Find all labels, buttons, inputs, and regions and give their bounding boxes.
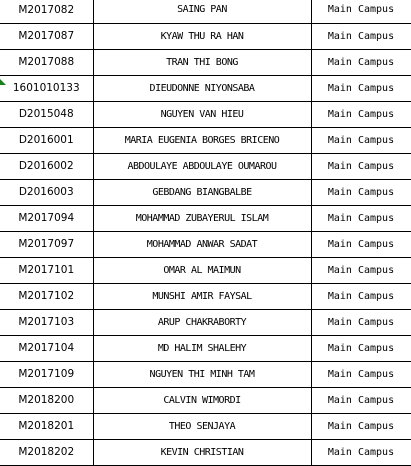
student-name-cell[interactable]: ABDOULAYE ABDOULAYE OUMAROU — [93, 153, 311, 179]
student-name-cell[interactable]: MOHAMMAD ZUBAYERUL ISLAM — [93, 205, 311, 231]
student-id-cell[interactable]: M2017082 — [0, 0, 93, 23]
table-row — [0, 257, 411, 283]
table-row — [0, 0, 411, 23]
campus-cell[interactable]: Main Campus — [311, 439, 411, 465]
student-id-cell[interactable]: M2017094 — [0, 205, 93, 231]
comment-indicator-icon[interactable] — [0, 79, 6, 85]
student-id-cell[interactable]: M2017097 — [0, 231, 93, 257]
student-id-cell[interactable]: 1601010133 — [0, 75, 93, 101]
student-name-cell[interactable]: KEVIN CHRISTIAN — [93, 439, 311, 465]
campus-cell[interactable]: Main Campus — [311, 205, 411, 231]
campus-cell[interactable]: Main Campus — [311, 335, 411, 361]
student-id-cell[interactable]: M2017104 — [0, 335, 93, 361]
student-id-cell[interactable]: D2016001 — [0, 127, 93, 153]
student-name-cell[interactable]: MD HALIM SHALEHY — [93, 335, 311, 361]
table-row — [0, 205, 411, 231]
campus-cell[interactable]: Main Campus — [311, 257, 411, 283]
campus-cell[interactable]: Main Campus — [311, 101, 411, 127]
student-id-cell[interactable]: M2017101 — [0, 257, 93, 283]
student-name-cell[interactable]: CALVIN WIMORDI — [93, 387, 311, 413]
table-row — [0, 23, 411, 49]
campus-cell[interactable]: Main Campus — [311, 309, 411, 335]
student-name-cell[interactable]: THEO SENJAYA — [93, 413, 311, 439]
table-row — [0, 179, 411, 205]
student-name-cell[interactable]: SAING PAN — [93, 0, 311, 23]
campus-cell[interactable]: Main Campus — [311, 49, 411, 75]
table-row — [0, 335, 411, 361]
student-id-cell[interactable]: M2017102 — [0, 283, 93, 309]
student-name-cell[interactable]: NGUYEN VAN HIEU — [93, 101, 311, 127]
student-id-cell[interactable]: D2015048 — [0, 101, 93, 127]
student-name-cell[interactable]: MARIA EUGENIA BORGES BRICENO — [93, 127, 311, 153]
campus-cell[interactable]: Main Campus — [311, 179, 411, 205]
student-name-cell[interactable]: NGUYEN THI MINH TAM — [93, 361, 311, 387]
student-id-cell[interactable]: M2017088 — [0, 49, 93, 75]
student-name-cell[interactable]: OMAR AL MAIMUN — [93, 257, 311, 283]
student-id-cell[interactable]: D2016002 — [0, 153, 93, 179]
campus-cell[interactable]: Main Campus — [311, 153, 411, 179]
student-name-cell[interactable]: MOHAMMAD ANWAR SADAT — [93, 231, 311, 257]
campus-cell[interactable]: Main Campus — [311, 0, 411, 23]
campus-cell[interactable]: Main Campus — [311, 413, 411, 439]
student-id-cell[interactable]: M2018201 — [0, 413, 93, 439]
table-row — [0, 283, 411, 309]
student-id-cell[interactable]: M2017087 — [0, 23, 93, 49]
table-row — [0, 127, 411, 153]
table-row — [0, 75, 411, 101]
student-name-cell[interactable]: KYAW THU RA HAN — [93, 23, 311, 49]
table-row — [0, 49, 411, 75]
student-name-cell[interactable]: GEBDANG BIANGBALBE — [93, 179, 311, 205]
student-name-cell[interactable]: MUNSHI AMIR FAYSAL — [93, 283, 311, 309]
campus-cell[interactable]: Main Campus — [311, 231, 411, 257]
table-row — [0, 439, 411, 465]
table-row — [0, 101, 411, 127]
table-row — [0, 231, 411, 257]
table-row — [0, 361, 411, 387]
student-name-cell[interactable]: TRAN THI BONG — [93, 49, 311, 75]
table-row — [0, 387, 411, 413]
student-name-cell[interactable]: DIEUDONNE NIYONSABA — [93, 75, 311, 101]
table-row — [0, 309, 411, 335]
campus-cell[interactable]: Main Campus — [311, 361, 411, 387]
student-id-cell[interactable]: D2016003 — [0, 179, 93, 205]
campus-cell[interactable]: Main Campus — [311, 75, 411, 101]
student-id-cell[interactable]: M2018200 — [0, 387, 93, 413]
campus-cell[interactable]: Main Campus — [311, 283, 411, 309]
table-row — [0, 413, 411, 439]
table-row — [0, 153, 411, 179]
student-id-cell[interactable]: M2017103 — [0, 309, 93, 335]
campus-cell[interactable]: Main Campus — [311, 387, 411, 413]
student-id-cell[interactable]: M2018202 — [0, 439, 93, 465]
student-name-cell[interactable]: ARUP CHAKRABORTY — [93, 309, 311, 335]
campus-cell[interactable]: Main Campus — [311, 23, 411, 49]
student-id-cell[interactable]: M2017109 — [0, 361, 93, 387]
campus-cell[interactable]: Main Campus — [311, 127, 411, 153]
